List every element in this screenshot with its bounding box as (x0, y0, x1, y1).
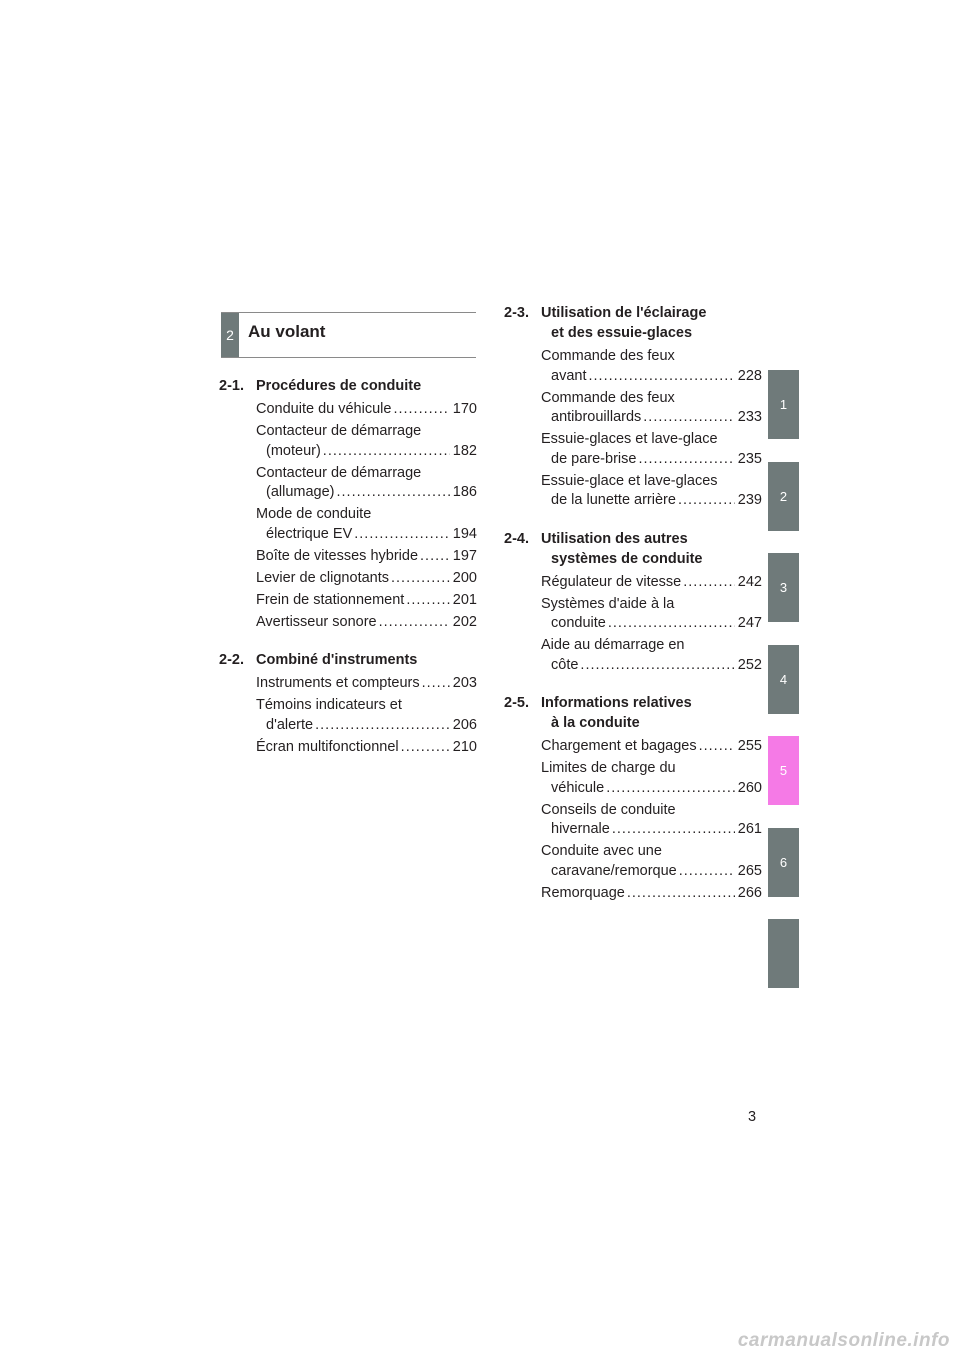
dot-leader (699, 737, 735, 757)
entry-text: Boîte de vitesses hybride (256, 547, 419, 564)
entry-page: 170 (452, 401, 477, 417)
toc-entry[interactable] (541, 842, 762, 881)
entry-text: Frein de stationnement (256, 591, 405, 608)
entry-row (256, 613, 477, 633)
entry-row (256, 716, 477, 736)
toc-entry[interactable] (256, 696, 477, 735)
entry-row (256, 483, 477, 503)
dot-leader (580, 656, 734, 676)
entry-row (256, 591, 477, 611)
section-title-line: Utilisation des autres (541, 530, 688, 547)
section-title-line: Utilisation de l'éclairage (541, 305, 707, 321)
toc-entry[interactable] (256, 738, 477, 758)
dot-leader (612, 820, 735, 840)
dot-leader (588, 367, 734, 387)
entry-page: 239 (737, 492, 762, 508)
chapter-number: 2 (221, 313, 239, 357)
dot-leader (315, 716, 450, 736)
entry-row (541, 820, 762, 840)
entry-row (541, 884, 762, 904)
entry-text: véhicule (551, 779, 605, 796)
entry-row (541, 862, 762, 882)
toc-entry[interactable] (541, 347, 762, 386)
entry-page: 265 (737, 862, 762, 879)
dot-leader (420, 547, 450, 567)
entry-text: Essuie-glaces et lave-glace (541, 431, 718, 447)
entry-row (256, 569, 477, 589)
dot-leader (638, 450, 734, 470)
entry-page: 203 (452, 675, 477, 691)
toc-section (504, 529, 762, 676)
section-number: 2-3. (504, 305, 529, 321)
chapter-tab-index[interactable] (768, 919, 799, 988)
chapter-tab-4[interactable]: 4 (768, 645, 799, 714)
entry-page: 200 (452, 569, 477, 586)
toc-entry[interactable] (256, 505, 477, 544)
entry-page: 210 (452, 738, 477, 755)
entry-text: Conseils de conduite (541, 801, 676, 818)
dot-leader (678, 491, 735, 511)
watermark: carmanualsonline.info (737, 1330, 950, 1351)
entry-text: (moteur) (266, 442, 321, 459)
section-number: 2-1. (219, 378, 244, 394)
entry-text: conduite (551, 615, 606, 631)
section-entries (541, 573, 762, 676)
toc-entry[interactable] (541, 472, 762, 511)
entry-text: caravane/remorque (551, 862, 677, 879)
dot-leader (401, 738, 450, 758)
entry-page: 206 (452, 716, 477, 733)
entry-page: 255 (737, 738, 762, 754)
dot-leader (422, 674, 450, 694)
dot-leader (608, 614, 735, 634)
dot-leader (379, 613, 450, 633)
entry-page: 260 (737, 779, 762, 796)
section-entries (541, 737, 762, 903)
entry-text: Contacteur de démarrage (256, 464, 422, 481)
entry-page: 201 (452, 591, 477, 608)
toc-entry[interactable] (256, 464, 477, 503)
chapter-header (221, 312, 476, 358)
entry-text: (allumage) (266, 484, 335, 500)
section-title-line: Informations relatives (541, 695, 692, 711)
toc-column-left (219, 376, 477, 775)
entry-page: 228 (737, 367, 762, 384)
toc-entry[interactable] (541, 636, 762, 675)
toc-entry[interactable] (541, 759, 762, 798)
toc-entry[interactable] (256, 591, 477, 611)
section-title (256, 376, 477, 396)
chapter-tab-2[interactable]: 2 (768, 462, 799, 531)
entry-text: Aide au démarrage en (541, 637, 685, 653)
entry-text: Contacteur de démarrage (256, 423, 422, 439)
entry-row (256, 738, 477, 758)
entry-page: 202 (452, 613, 477, 630)
dot-leader (683, 573, 735, 593)
toc-entry[interactable] (256, 547, 477, 567)
entry-page: 197 (452, 547, 477, 564)
entry-page: 182 (452, 442, 477, 459)
section-heading (504, 529, 762, 569)
toc-entry[interactable] (541, 573, 762, 593)
section-title-line: et des essuie-glaces (551, 325, 693, 341)
entry-row (541, 737, 762, 757)
entry-text: Commande des feux (541, 348, 675, 364)
toc-entry[interactable] (541, 801, 762, 840)
toc-entry[interactable] (541, 430, 762, 469)
entry-row (541, 491, 762, 511)
entry-text: de pare-brise (551, 450, 637, 467)
entry-text: Témoins indicateurs et (256, 697, 402, 713)
entry-page: 247 (737, 615, 762, 631)
entry-text: Conduite du véhicule (256, 401, 392, 417)
toc-entry[interactable] (256, 400, 477, 420)
dot-leader (606, 779, 735, 799)
section-title (541, 529, 762, 569)
chapter-title: Au volant (248, 322, 326, 341)
entry-text: Conduite avec une (541, 843, 662, 859)
entry-text: Systèmes d'aide à la (541, 595, 675, 612)
toc-section (504, 693, 762, 903)
toc-entry[interactable] (541, 884, 762, 904)
entry-text: Écran multifonctionnel (256, 738, 399, 755)
entry-row (256, 547, 477, 567)
section-number: 2-4. (504, 530, 529, 547)
section-title-line: systèmes de conduite (551, 550, 703, 567)
toc-column-right (504, 303, 762, 921)
entry-text: Levier de clignotants (256, 569, 389, 586)
toc-section (219, 376, 477, 632)
entry-text: Régulateur de vitesse (541, 573, 682, 590)
entry-text: avant (551, 367, 587, 384)
dot-leader (627, 884, 735, 904)
entry-page: 194 (452, 525, 477, 542)
toc-entry[interactable] (256, 674, 477, 694)
entry-text: d'alerte (266, 716, 314, 733)
entry-text: Commande des feux (541, 389, 675, 406)
section-heading (504, 303, 762, 343)
section-title (256, 650, 477, 670)
section-entries (541, 347, 762, 511)
entry-page: 261 (737, 821, 762, 837)
section-title-line: Combiné d'instruments (256, 652, 418, 668)
entry-row (541, 408, 762, 428)
entry-text: Mode de conduite (256, 506, 372, 522)
section-title-line: Procédures de conduite (256, 378, 422, 394)
entry-text: Limites de charge du (541, 760, 676, 776)
toc-entry[interactable] (256, 569, 477, 589)
section-title-line: à la conduite (551, 715, 640, 731)
entry-text: Chargement et bagages (541, 738, 697, 754)
dot-leader (406, 591, 449, 611)
entry-page: 266 (737, 884, 762, 901)
chapter-tab-6[interactable]: 6 (768, 828, 799, 897)
toc-entry[interactable] (541, 595, 762, 634)
entry-row (541, 367, 762, 387)
section-heading (504, 693, 762, 733)
entry-row (541, 450, 762, 470)
section-title (541, 693, 762, 733)
entry-page: 242 (737, 573, 762, 590)
toc-section (504, 303, 762, 511)
dot-leader (393, 400, 449, 420)
dot-leader (337, 483, 450, 503)
entry-row (541, 614, 762, 634)
dot-leader (679, 862, 735, 882)
entry-text: côte (551, 656, 579, 673)
entry-row (541, 779, 762, 799)
entry-text: hivernale (551, 821, 610, 837)
entry-row (256, 442, 477, 462)
entry-row (541, 656, 762, 676)
section-heading (219, 376, 477, 396)
entry-text: électrique EV (266, 525, 353, 542)
dot-leader (391, 569, 450, 589)
section-title (541, 303, 762, 343)
chapter-tab-5[interactable]: 5 (768, 736, 799, 805)
chapter-tab-1[interactable]: 1 (768, 370, 799, 439)
toc-entry[interactable] (256, 613, 477, 633)
section-entries (256, 400, 477, 632)
entry-page: 235 (737, 450, 762, 467)
chapter-tab-3[interactable]: 3 (768, 553, 799, 622)
page-number: 3 (748, 1109, 757, 1125)
entry-row (541, 573, 762, 593)
section-number: 2-2. (219, 652, 244, 668)
dot-leader (354, 525, 450, 545)
dot-leader (643, 408, 735, 428)
toc-entry[interactable] (256, 422, 477, 461)
toc-section (219, 650, 477, 757)
entry-page: 252 (737, 656, 762, 673)
entry-text: Avertisseur sonore (256, 613, 377, 630)
entry-row (256, 674, 477, 694)
entry-row (256, 525, 477, 545)
section-entries (256, 674, 477, 757)
entry-text: Remorquage (541, 884, 625, 901)
entry-page: 233 (737, 409, 762, 425)
entry-text: Instruments et compteurs (256, 675, 420, 691)
entry-text: de la lunette arrière (551, 492, 676, 508)
section-number: 2-5. (504, 695, 529, 711)
entry-text: antibrouillards (551, 409, 642, 425)
entry-row (256, 400, 477, 420)
dot-leader (323, 442, 450, 462)
entry-text: Essuie-glace et lave-glaces (541, 472, 718, 489)
entry-page: 186 (452, 484, 477, 500)
section-heading (219, 650, 477, 670)
toc-entry[interactable] (541, 389, 762, 428)
toc-entry[interactable] (541, 737, 762, 757)
